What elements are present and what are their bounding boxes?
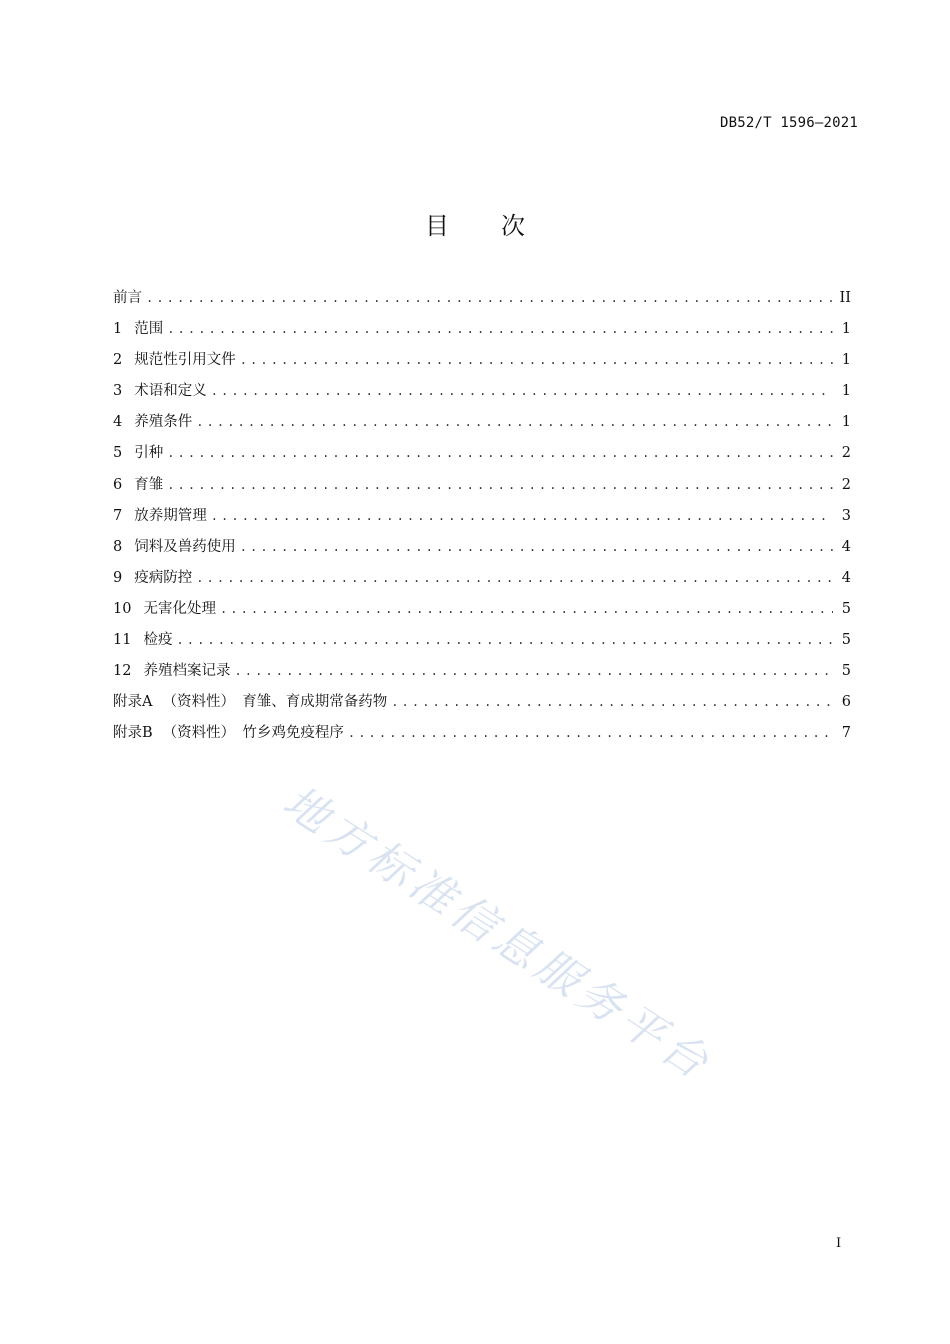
toc-entry-page: 1: [841, 321, 851, 338]
toc-entry[interactable]: [113, 566, 851, 597]
toc-entry-number: 附录B: [113, 725, 153, 742]
toc-entry-page: 4: [841, 569, 851, 586]
toc-entry-label: 规范性引用文件: [134, 352, 236, 369]
toc-entry-label: （资料性） 竹乡鸡免疫程序: [162, 725, 344, 742]
toc-entry[interactable]: [113, 628, 851, 659]
toc-dot-leader: [348, 726, 833, 740]
toc-entry-number: 附录A: [113, 694, 153, 711]
toc-entry-number: 10: [113, 600, 132, 617]
toc-entry[interactable]: [113, 379, 851, 410]
toc-entry-number: 8: [113, 538, 123, 555]
toc-entry-page: 6: [841, 694, 851, 711]
toc-dot-leader: [167, 446, 833, 460]
toc-entry-label: 无害化处理: [143, 600, 216, 617]
toc-entry-label: 饲料及兽药使用: [134, 538, 236, 555]
table-of-contents: [113, 286, 851, 752]
toc-entry[interactable]: [113, 659, 851, 690]
toc-entry[interactable]: [113, 410, 851, 441]
toc-entry[interactable]: [113, 317, 851, 348]
toc-entry-number: 2: [113, 352, 123, 369]
toc-entry-number: 7: [113, 507, 123, 524]
toc-title: 目次: [425, 212, 577, 240]
toc-dot-leader: [211, 509, 833, 523]
toc-entry-page: 5: [841, 600, 851, 617]
toc-entry-page: 1: [841, 383, 851, 400]
toc-entry-page: 2: [841, 445, 851, 462]
toc-entry-label: 养殖档案记录: [143, 663, 231, 680]
toc-dot-leader: [240, 353, 833, 367]
toc-entry[interactable]: [113, 597, 851, 628]
toc-entry-number: 6: [113, 476, 123, 493]
toc-entry-label: 前言: [113, 290, 142, 306]
toc-entry[interactable]: [113, 441, 851, 472]
toc-entry-number: 11: [113, 632, 132, 649]
toc-dot-leader: [211, 384, 833, 398]
watermark: 地方标准信息服务平台: [273, 776, 722, 1092]
toc-entry[interactable]: [113, 504, 851, 535]
toc-dot-leader: [391, 695, 833, 709]
toc-entry[interactable]: [113, 286, 851, 317]
toc-entry[interactable]: [113, 473, 851, 504]
toc-entry-page: 1: [841, 414, 851, 431]
toc-entry-label: 放养期管理: [134, 507, 207, 524]
toc-entry-label: 引种: [134, 445, 164, 462]
toc-entry-label: 疫病防控: [134, 569, 193, 586]
toc-dot-leader: [234, 664, 833, 678]
toc-dot-leader: [146, 291, 833, 305]
toc-dot-leader: [196, 571, 833, 585]
toc-entry-page: 2: [841, 476, 851, 493]
toc-entry-label: （资料性） 育雏、育成期常备药物: [162, 694, 388, 711]
toc-dot-leader: [220, 602, 833, 616]
toc-entry-page: 1: [841, 352, 851, 369]
toc-entry-number: 9: [113, 569, 123, 586]
toc-entry[interactable]: [113, 721, 851, 752]
toc-entry-number: 4: [113, 414, 123, 431]
toc-entry-number: 12: [113, 663, 132, 680]
toc-entry-page: 5: [841, 663, 851, 680]
toc-dot-leader: [240, 540, 833, 554]
toc-dot-leader: [167, 322, 833, 336]
toc-entry[interactable]: [113, 348, 851, 379]
toc-dot-leader: [196, 415, 833, 429]
toc-entry-page: 5: [841, 632, 851, 649]
footer-page-number: I: [836, 1236, 842, 1251]
toc-entry-label: 术语和定义: [134, 383, 207, 400]
toc-dot-leader: [167, 478, 833, 492]
toc-entry-number: 1: [113, 321, 123, 338]
toc-entry-number: 3: [113, 383, 123, 400]
toc-entry-page: 3: [841, 507, 851, 524]
toc-entry-label: 养殖条件: [134, 414, 193, 431]
toc-entry-label: 范围: [134, 321, 164, 338]
toc-entry-number: 5: [113, 445, 123, 462]
toc-entry[interactable]: [113, 690, 851, 721]
document-code: DB52/T 1596—2021: [719, 115, 858, 131]
toc-dot-leader: [176, 633, 833, 647]
toc-entry-label: 检疫: [143, 632, 173, 649]
toc-entry-page: 7: [841, 725, 851, 742]
toc-entry[interactable]: [113, 535, 851, 566]
toc-entry-page: II: [839, 290, 851, 306]
toc-entry-label: 育雏: [134, 476, 164, 493]
toc-entry-page: 4: [841, 538, 851, 555]
